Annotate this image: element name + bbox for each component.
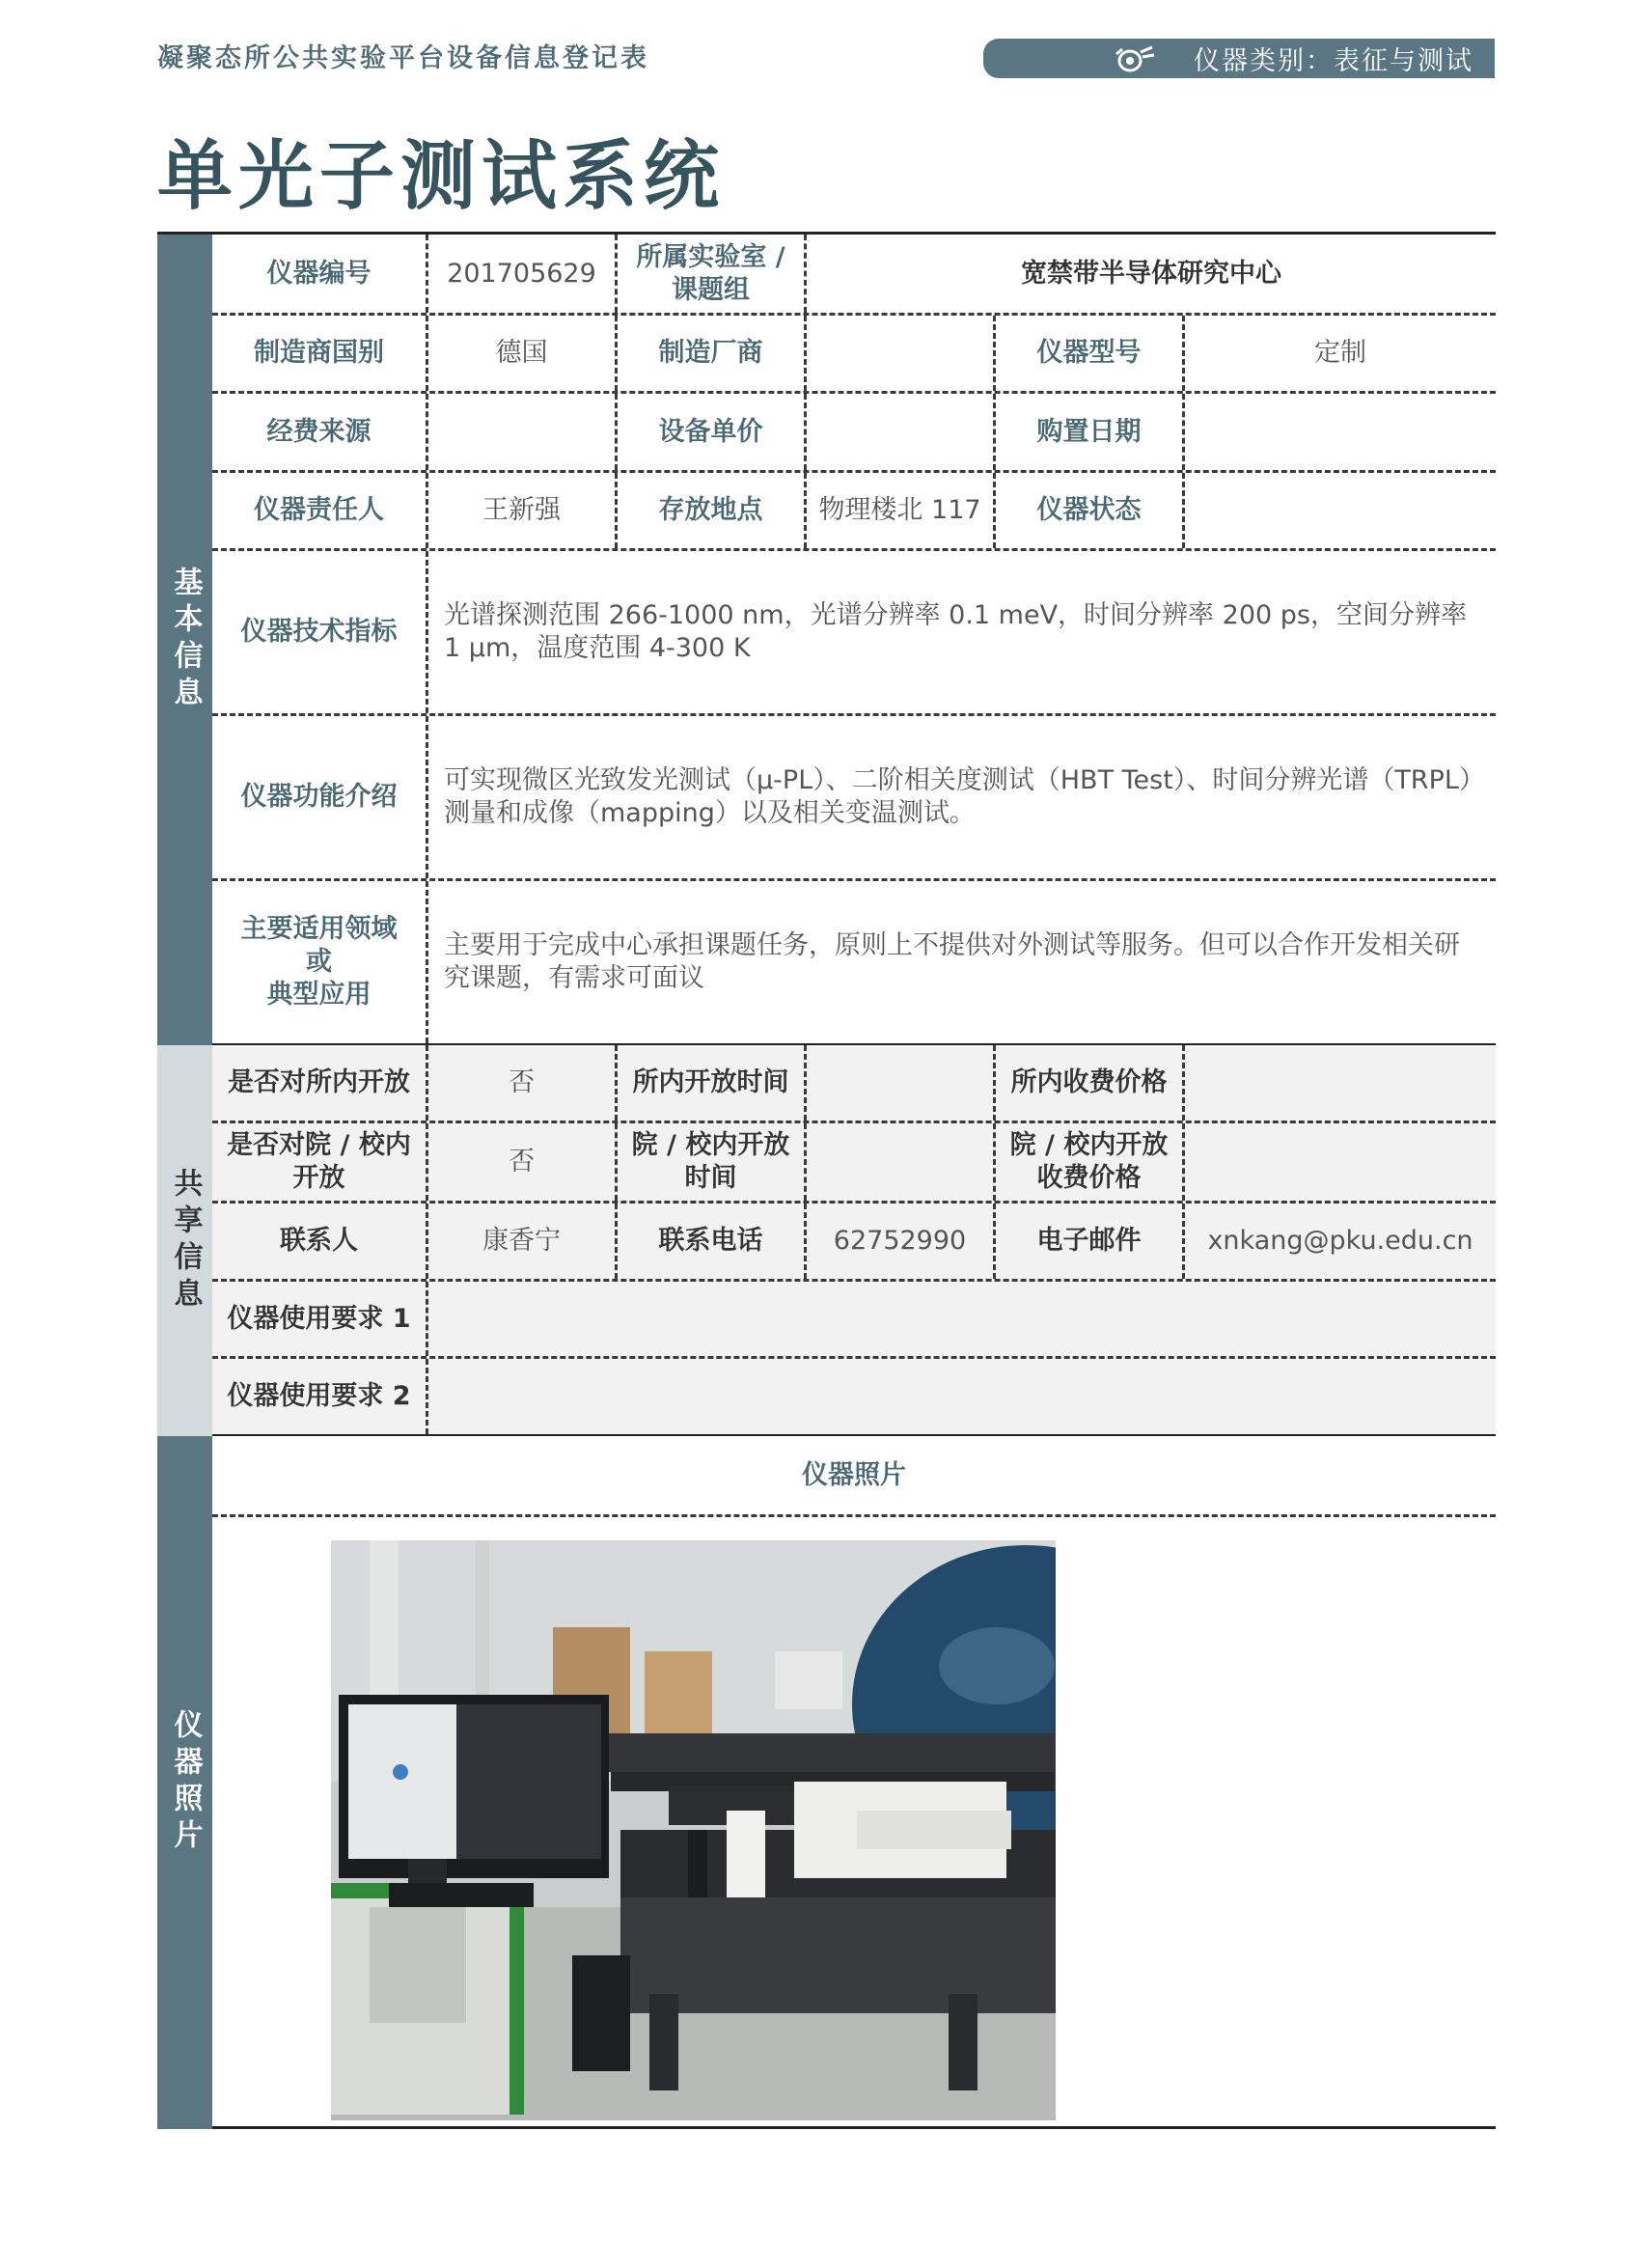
value-contact: 康香宁 [426, 1204, 615, 1279]
row-share-2 [212, 1123, 1496, 1204]
row-share-1 [212, 1045, 1496, 1123]
label-country: 制造商国别 [254, 338, 384, 368]
value-spec: 光谱探测范围 266-1000 nm，光谱分辨率 0.1 meV，时间分辨率 200 ps，空间分辨率 1 μm，温度范围 4-300 K [426, 551, 1496, 713]
section-basic-label: 基本信息 [157, 235, 212, 1045]
label-email: 电子邮件 [993, 1204, 1182, 1279]
value-model: 定制 [1182, 316, 1496, 391]
label-application: 主要适用领域 或 典型应用 [240, 914, 398, 1010]
value-lab-group: 宽禁带半导体研究中心 [804, 235, 1496, 313]
camera-icon [1113, 44, 1155, 73]
label-open-internal: 是否对所内开放 [228, 1067, 410, 1097]
category-bar [983, 39, 1495, 78]
value-internal-hours [804, 1045, 993, 1121]
value-instrument-id: 201705629 [426, 235, 615, 313]
value-open-internal: 否 [426, 1045, 615, 1121]
label-contact: 联系人 [280, 1226, 358, 1256]
label-responsible: 仪器责任人 [254, 495, 384, 525]
label-status: 仪器状态 [993, 473, 1182, 548]
category-label: 仪器类别：表征与测试 [1194, 46, 1473, 76]
value-responsible: 王新强 [426, 473, 615, 548]
row-share-3 [212, 1204, 1496, 1282]
row-basic-4 [212, 473, 1496, 551]
label-location: 存放地点 [615, 473, 804, 548]
value-requirement-1 [426, 1282, 1496, 1356]
value-open-campus: 否 [426, 1123, 615, 1201]
instrument-photo [331, 1540, 1056, 2120]
value-unit-price [804, 394, 993, 470]
value-email[interactable]: xnkang@pku.edu.cn [1182, 1204, 1496, 1279]
row-basic-2 [212, 316, 1496, 394]
row-basic-1 [212, 235, 1496, 316]
label-requirement-2: 仪器使用要求 2 [227, 1381, 411, 1411]
section-sharing-label: 共享信息 [157, 1045, 212, 1436]
label-manufacturer: 制造厂商 [615, 316, 804, 391]
label-requirement-1: 仪器使用要求 1 [227, 1303, 411, 1334]
value-campus-hours [804, 1123, 993, 1201]
label-internal-hours: 所内开放时间 [615, 1045, 804, 1121]
value-country: 德国 [426, 316, 615, 391]
value-funding [426, 394, 615, 470]
value-requirement-2 [426, 1359, 1496, 1434]
label-instrument-id: 仪器编号 [266, 258, 372, 289]
label-spec: 仪器技术指标 [240, 617, 398, 647]
page-title: 单光子测试系统 [157, 133, 726, 220]
label-campus-hours: 院 / 校内开放时间 [615, 1123, 804, 1201]
value-campus-price [1182, 1123, 1496, 1201]
label-lab-group: 所属实验室 / 课题组 [615, 235, 804, 313]
label-open-campus: 是否对院 / 校内开放 [227, 1130, 411, 1193]
label-funding: 经费来源 [266, 416, 372, 447]
value-function: 可实现微区光致发光测试（μ-PL）、二阶相关度测试（HBT Test）、时间分辨光谱（TRPL）测量和成像（mapping）以及相关变温测试。 [426, 716, 1496, 878]
value-application: 主要用于完成中心承担课题任务，原则上不提供对外测试等服务。但可以合作开发相关研究课题，有需求可面议 [426, 881, 1496, 1043]
value-location: 物理楼北 117 [804, 473, 993, 548]
label-campus-price: 院 / 校内开放收费价格 [993, 1123, 1182, 1201]
label-function: 仪器功能介绍 [240, 782, 398, 812]
row-application [212, 881, 1496, 1045]
row-spec [212, 551, 1496, 716]
label-purchase-date: 购置日期 [993, 394, 1182, 470]
value-status [1182, 473, 1496, 548]
row-requirement-1 [212, 1282, 1496, 1359]
label-internal-price: 所内收费价格 [993, 1045, 1182, 1121]
row-requirement-2 [212, 1359, 1496, 1436]
section-photo-label: 仪器照片 [157, 1436, 212, 2129]
row-function [212, 716, 1496, 881]
value-internal-price [1182, 1045, 1496, 1121]
photo-header: 仪器照片 [802, 1459, 906, 1490]
row-photo-header [212, 1436, 1496, 1517]
value-purchase-date [1182, 394, 1496, 470]
label-unit-price: 设备单价 [615, 394, 804, 470]
org-title: 凝聚态所公共实验平台设备信息登记表 [157, 43, 649, 73]
value-phone: 62752990 [804, 1204, 993, 1279]
row-basic-3 [212, 394, 1496, 473]
value-manufacturer [804, 316, 993, 391]
label-model: 仪器型号 [993, 316, 1182, 391]
label-phone: 联系电话 [615, 1204, 804, 1279]
